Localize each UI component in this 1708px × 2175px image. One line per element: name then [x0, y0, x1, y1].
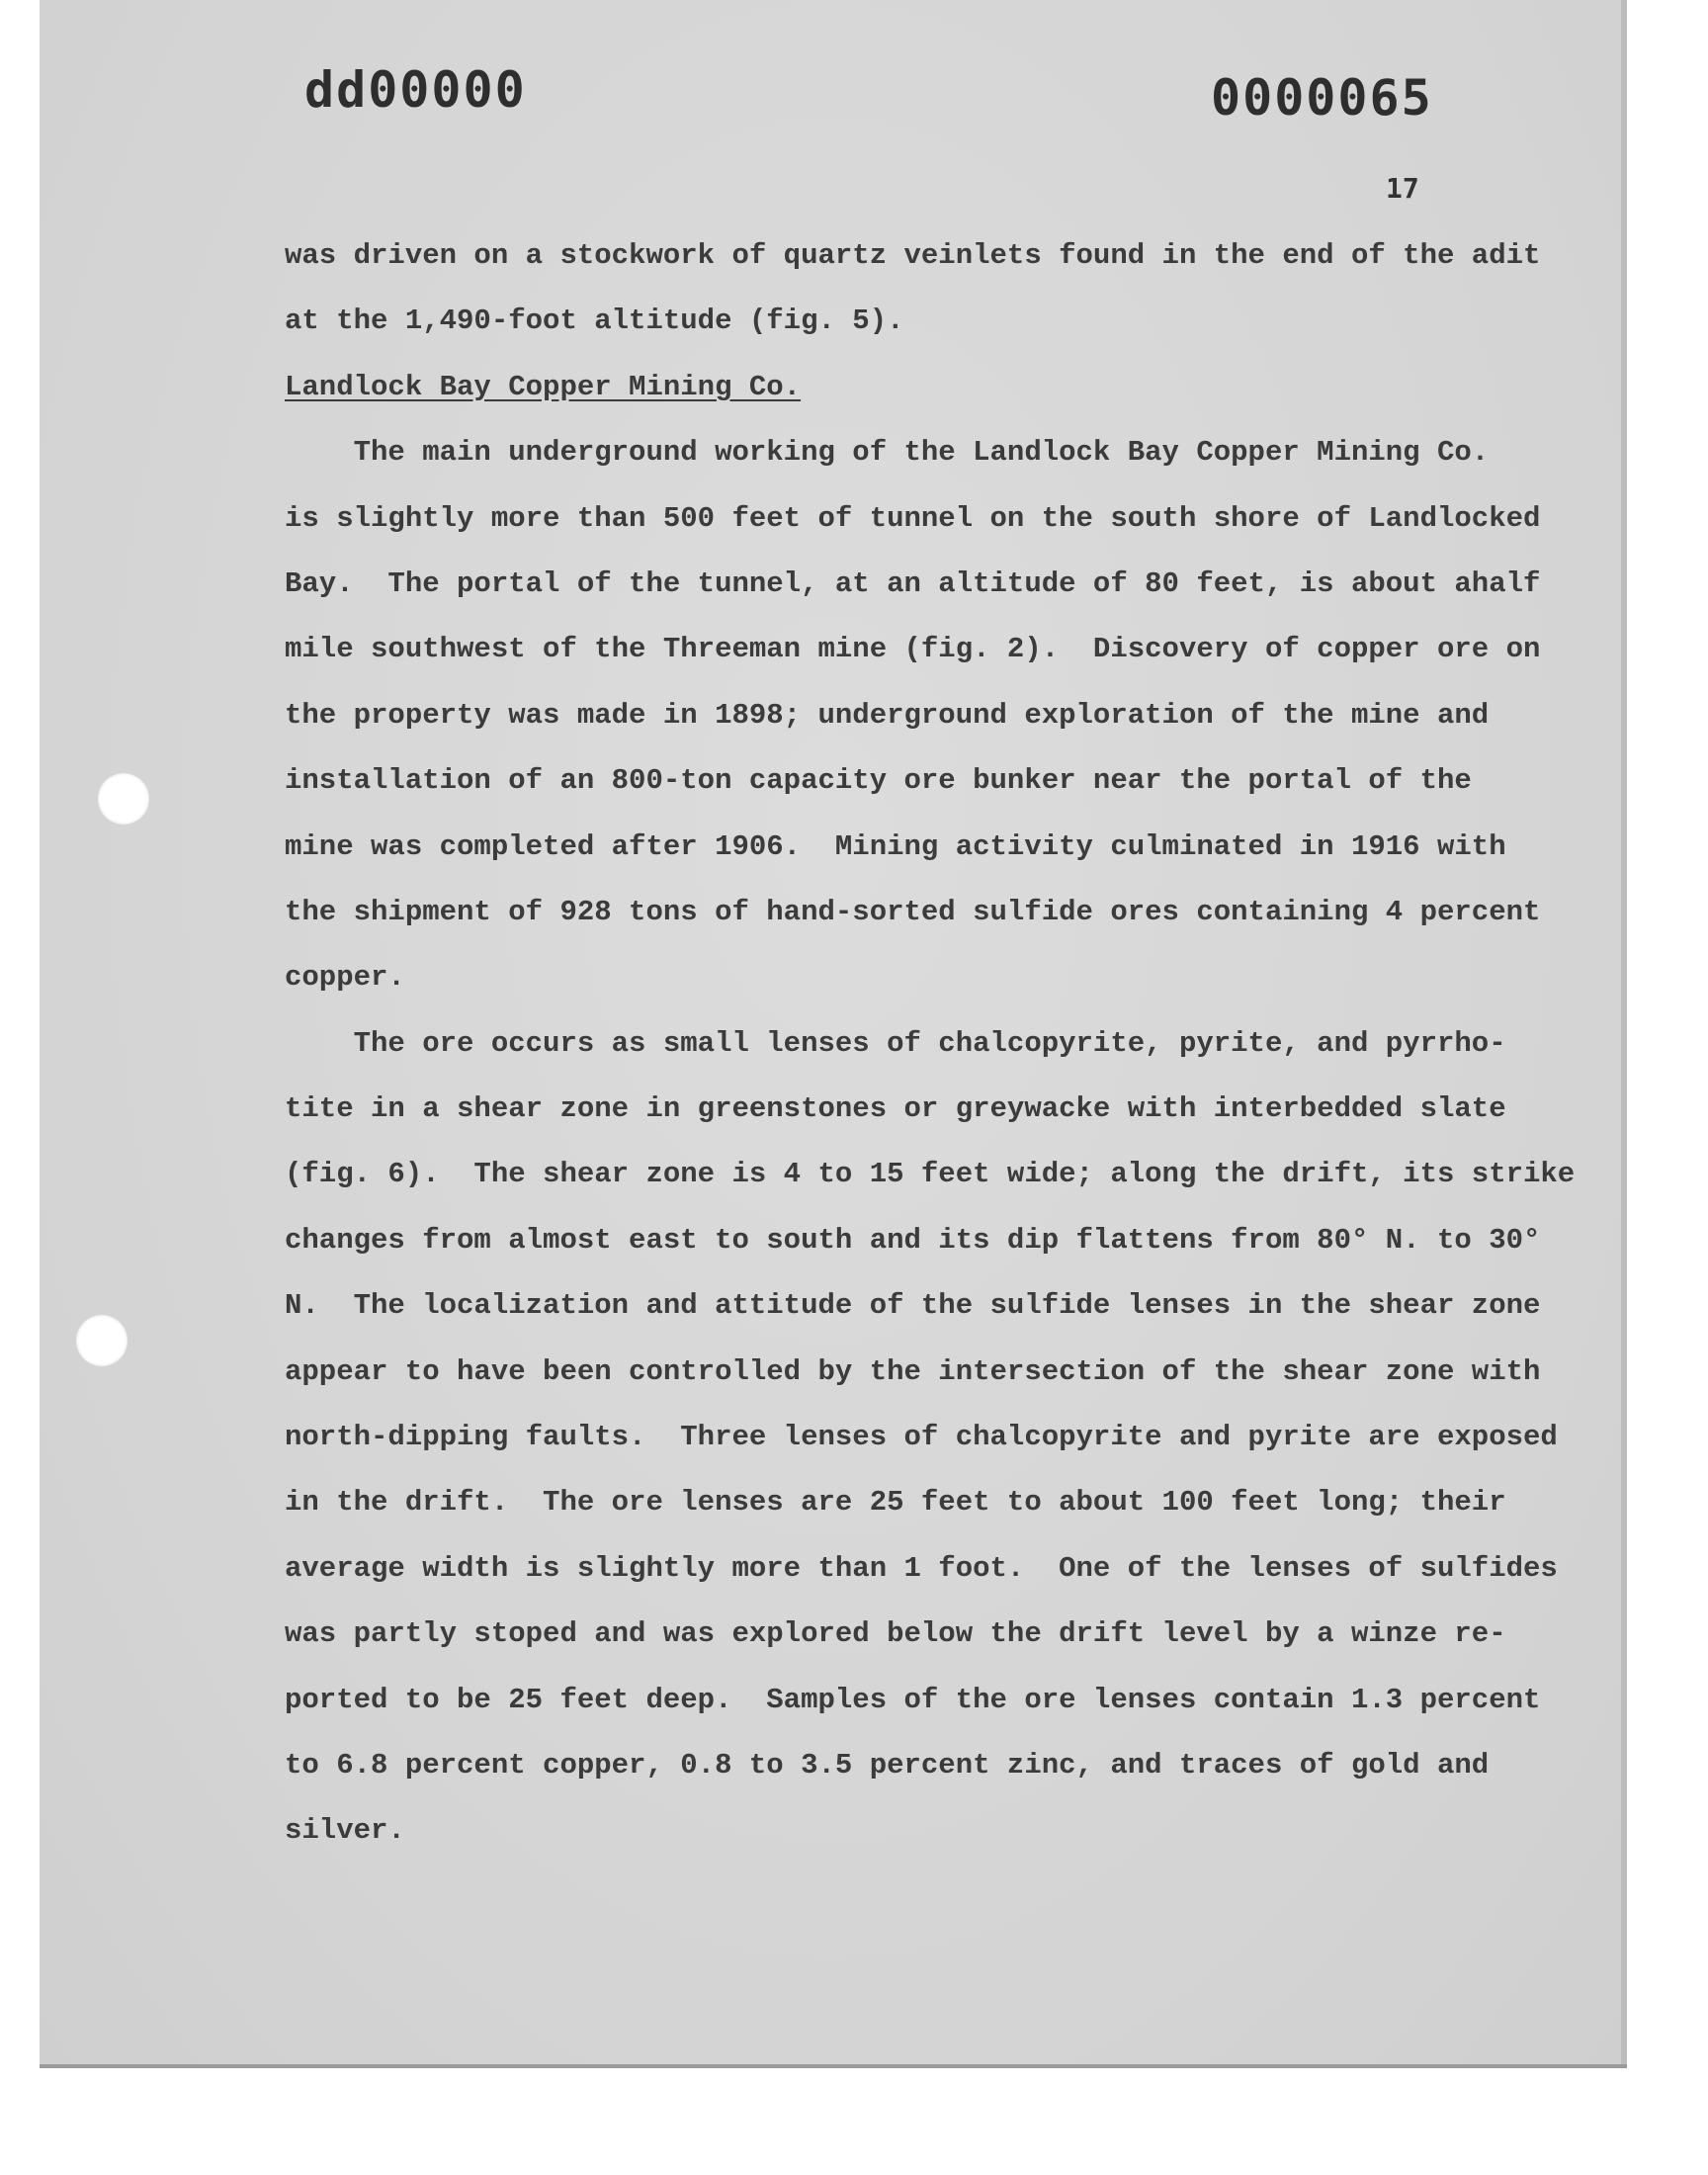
text-line: tite in a shear zone in greenstones or greywacke with interbedded slate [285, 1092, 1506, 1126]
text-line: was partly stoped and was explored below the drift level by a winze re- [285, 1617, 1506, 1651]
text-line: silver. [285, 1814, 405, 1848]
text-line: appear to have been controlled by the intersection of the shear zone with [285, 1354, 1541, 1388]
page-number: 17 [1386, 172, 1419, 205]
text-line: copper. [285, 961, 405, 995]
text-line: N. The localization and attitude of the sulfide lenses in the shear zone [285, 1289, 1541, 1323]
text-line: mile southwest of the Threeman mine (fig. 2). Discovery of copper ore on [285, 633, 1541, 666]
text-line: the shipment of 928 tons of hand-sorted sulfide ores containing 4 percent [285, 895, 1541, 928]
text-line: average width is slightly more than 1 foot. One of the lenses of sulfides [285, 1551, 1558, 1585]
page-edge-shadow [1621, 0, 1627, 2066]
body-text [285, 223, 1589, 1865]
section-heading-line [285, 355, 1589, 420]
punch-hole [76, 1315, 128, 1366]
text-line: north-dipping faults. Three lenses of chalcopyrite and pyrite are exposed [285, 1421, 1558, 1454]
text-line: The ore occurs as small lenses of chalcopyrite, pyrite, and pyrrho- [285, 1026, 1506, 1060]
document-id-stamp-left: dd00000 [304, 61, 527, 119]
text-line: installation of an 800-ton capacity ore bunker near the portal of the [285, 764, 1472, 798]
text-line: Bay. The portal of the tunnel, at an altitude of 80 feet, is about ahalf [285, 566, 1541, 600]
text-line: changes from almost east to south and its dip flattens from 80° N. to 30° [285, 1223, 1541, 1257]
section-heading: Landlock Bay Copper Mining Co. [285, 370, 802, 403]
text-line: to 6.8 percent copper, 0.8 to 3.5 percent zinc, and traces of gold and [285, 1748, 1490, 1782]
text-line: mine was completed after 1906. Mining activity culminated in 1916 with [285, 829, 1506, 863]
document-id-stamp-right: 0000065 [1211, 69, 1433, 127]
text-line: the property was made in 1898; underground exploration of the mine and [285, 698, 1490, 732]
document-page [40, 0, 1621, 2066]
punch-hole [98, 773, 149, 825]
text-line: in the drift. The ore lenses are 25 feet to about 100 feet long; their [285, 1486, 1506, 1520]
text-line: was driven on a stockwork of quartz veinlets found in the end of the adit [285, 239, 1541, 272]
text-line: The main underground working of the Landlock Bay Copper Mining Co. [285, 436, 1490, 470]
text-line: (fig. 6). The shear zone is 4 to 15 feet wide; along the drift, its strike [285, 1158, 1576, 1191]
text-line: is slightly more than 500 feet of tunnel on the south shore of Landlocked [285, 501, 1541, 535]
text-line: at the 1,490-foot altitude (fig. 5). [285, 304, 904, 338]
text-line: ported to be 25 feet deep. Samples of the ore lenses contain 1.3 percent [285, 1683, 1541, 1716]
page-bottom-edge [40, 2064, 1627, 2068]
